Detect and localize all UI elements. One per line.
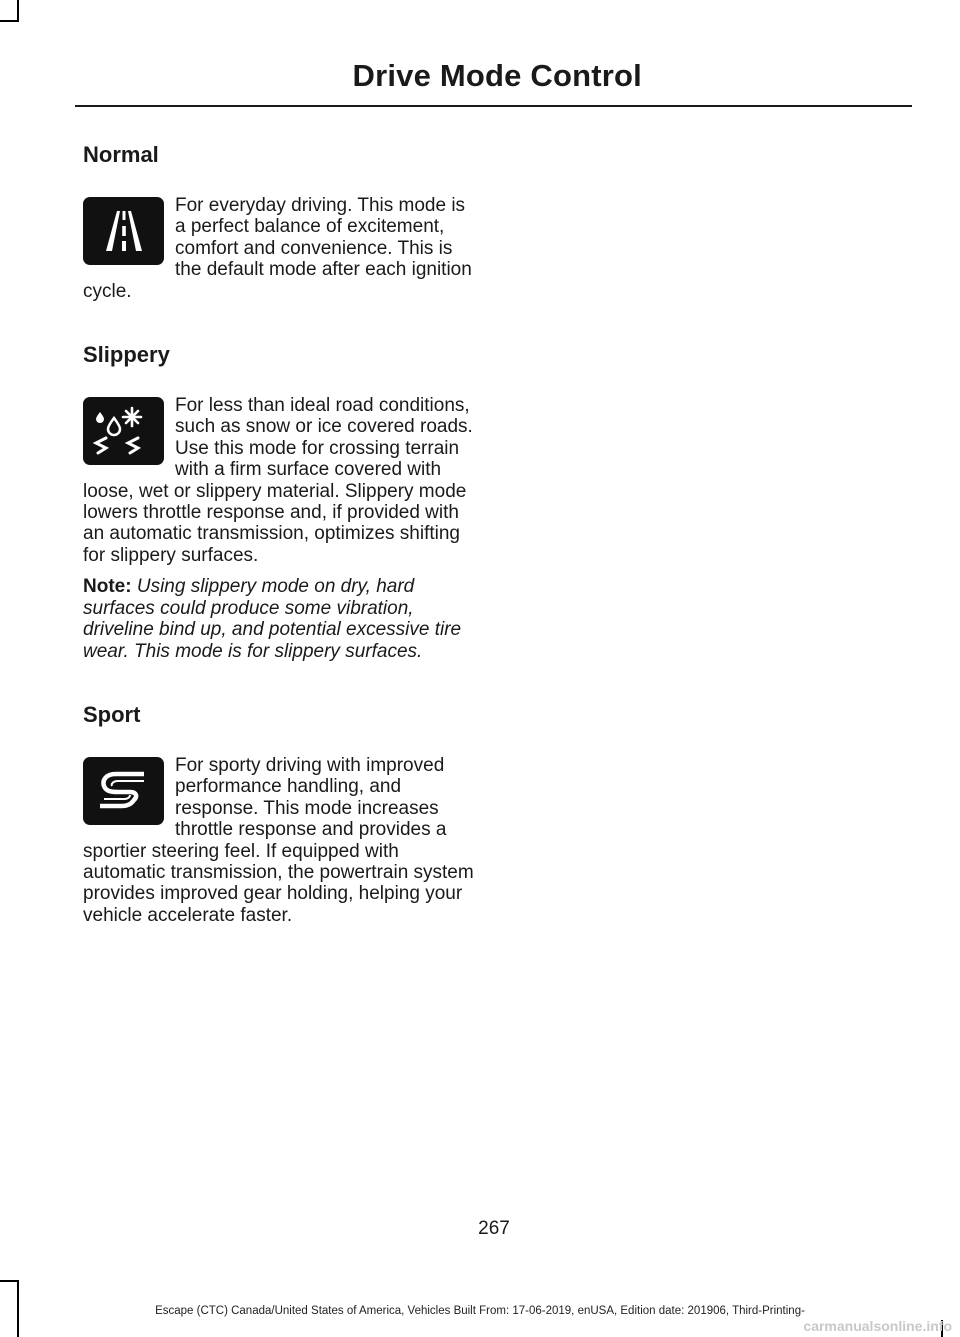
- watermark: carmanualsonline.info: [803, 1318, 952, 1334]
- road-lanes-icon: [83, 197, 164, 265]
- crop-mark-top-left-h: [0, 20, 19, 22]
- section-body-normal: For everyday driving. This mode is a perfect balance of excitement, comfort and convenience. This is the default mode after each ignition cycle.: [83, 195, 472, 302]
- section-body-slippery: For less than ideal road conditions, such as snow or ice covered roads. Use this mode for crossing terrain with a firm surface covered with loose, wet or slippery material. Slippery mode lowers throttle response and, if provided with an automatic transmission, optimizes shifting for slippery surfaces.: [83, 395, 473, 566]
- section-heading-slippery: Slippery: [83, 342, 170, 368]
- note-text: Using slippery mode on dry, hard surfaces could produce some vibration, driveline bind up, and potential excessive tire wear. This mode is for slippery surfaces.: [83, 576, 462, 662]
- page-number: 267: [478, 1218, 510, 1239]
- section-normal: [83, 140, 475, 302]
- snow-ice-road-icon: [83, 397, 164, 465]
- page-title: Drive Mode Control: [352, 58, 642, 93]
- section-heading-normal: Normal: [83, 142, 159, 167]
- section-sport: [83, 700, 475, 926]
- note-label: Note:: [83, 576, 132, 598]
- crop-mark-bottom-left-h: [0, 1280, 19, 1282]
- sport-s-icon: [83, 757, 164, 825]
- section-heading-sport: Sport: [83, 701, 141, 727]
- note-slippery: [83, 576, 475, 662]
- section-body-sport: For sporty driving with improved performance handling, and response. This mode increases throttle response and provides a sportier steering feel. If equipped with automatic transmission, the powertrain system provides improved gear holding, helping your vehicle accelerate faster.: [83, 754, 474, 926]
- header-divider: [75, 105, 912, 107]
- footer-edition-info: Escape (CTC) Canada/United States of America, Vehicles Built From: 17-06-2019, enUSA, Edition date: 201906, Third-Printing-: [155, 1305, 805, 1317]
- section-slippery: [83, 340, 475, 662]
- crop-mark-top-left: [17, 0, 19, 22]
- main-content: [83, 140, 475, 964]
